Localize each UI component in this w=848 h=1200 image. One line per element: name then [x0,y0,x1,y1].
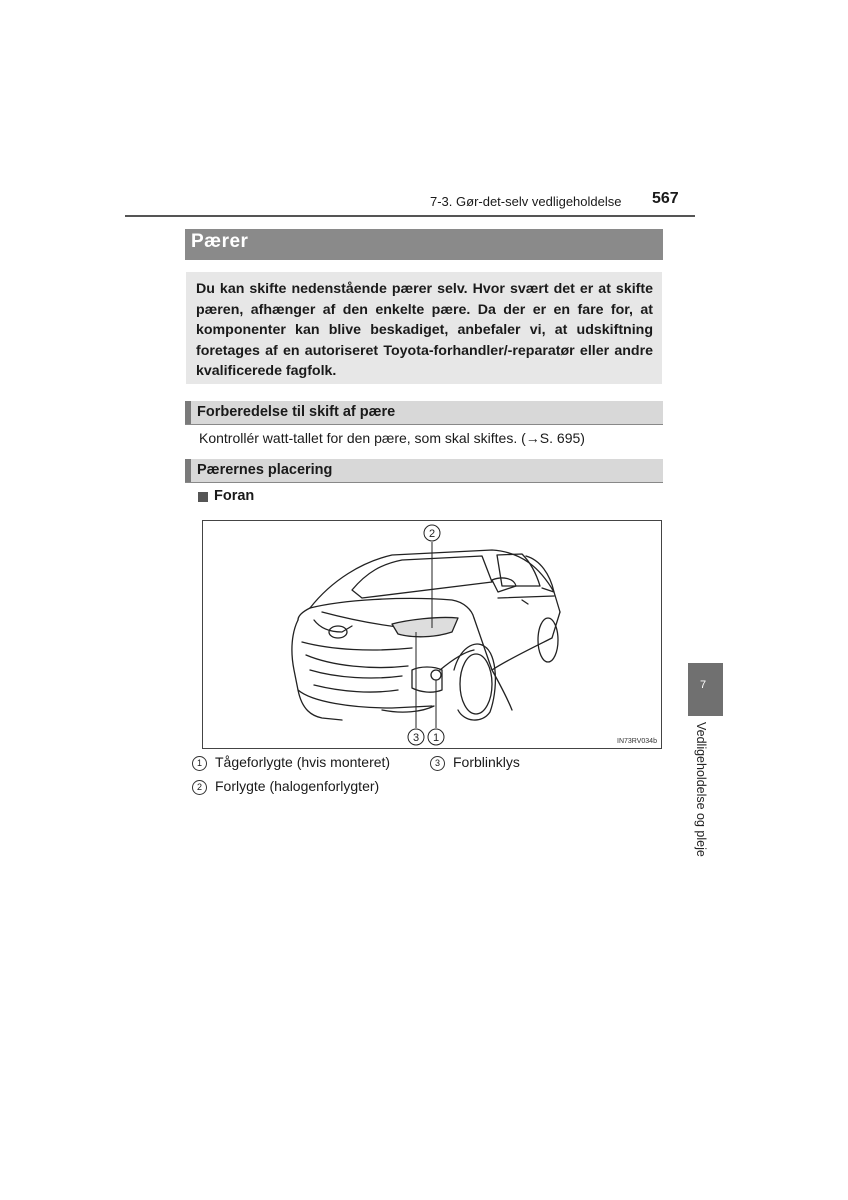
chapter-tab [688,663,723,716]
section-divider [185,424,663,425]
section-divider [185,482,663,483]
preparation-text: Kontrollér watt-tallet for den pære, som skal skiftes. (→S. 695) [199,430,585,446]
running-header: 7-3. Gør-det-selv vedligeholdelse [430,194,622,209]
callout-label: 1 [432,732,440,744]
header-divider [125,215,695,217]
legend-number: 1 [192,756,207,771]
legend-item [192,754,390,771]
figure-code: IN73RV034b [617,738,657,745]
section-heading-text: Pærernes placering [197,462,333,478]
title-bar [185,229,663,260]
intro-text: Du kan skifte nedenstående pærer selv. Hvor svært det er at skifte pæren, afhænger af den enkelte pære. Da der er en fare for, at komponenter kan blive beskadiget, anbefaler vi, at udskiftning foretages af en autoriseret Toyota-forhandler/-reparatør eller andre kvalificerede fagfolk. [196,281,653,379]
page-number: 567 [652,190,679,207]
legend-item [192,778,379,795]
legend-label: Forlygte (halogenforlygter) [215,778,380,794]
chapter-number: 7 [700,679,707,691]
intro-box [186,272,662,384]
page-title: Pærer [191,231,249,252]
legend-number: 3 [430,756,445,771]
legend-item [430,754,520,771]
subheading-front: Foran [214,488,255,504]
legend-label: Tågeforlygte (hvis monteret) [215,754,391,770]
chapter-label: Vedligeholdelse og pleje [694,722,708,857]
section-heading-placement [185,459,663,482]
legend-number: 2 [192,780,207,795]
legend-label: Forblinklys [453,754,520,770]
section-heading-text: Forberedelse til skift af pære [197,404,396,420]
callout-label: 2 [428,528,436,540]
car-front-illustration [202,520,662,749]
callout-label: 3 [412,732,420,744]
square-bullet-icon [198,492,208,502]
section-heading-preparation [185,401,663,424]
